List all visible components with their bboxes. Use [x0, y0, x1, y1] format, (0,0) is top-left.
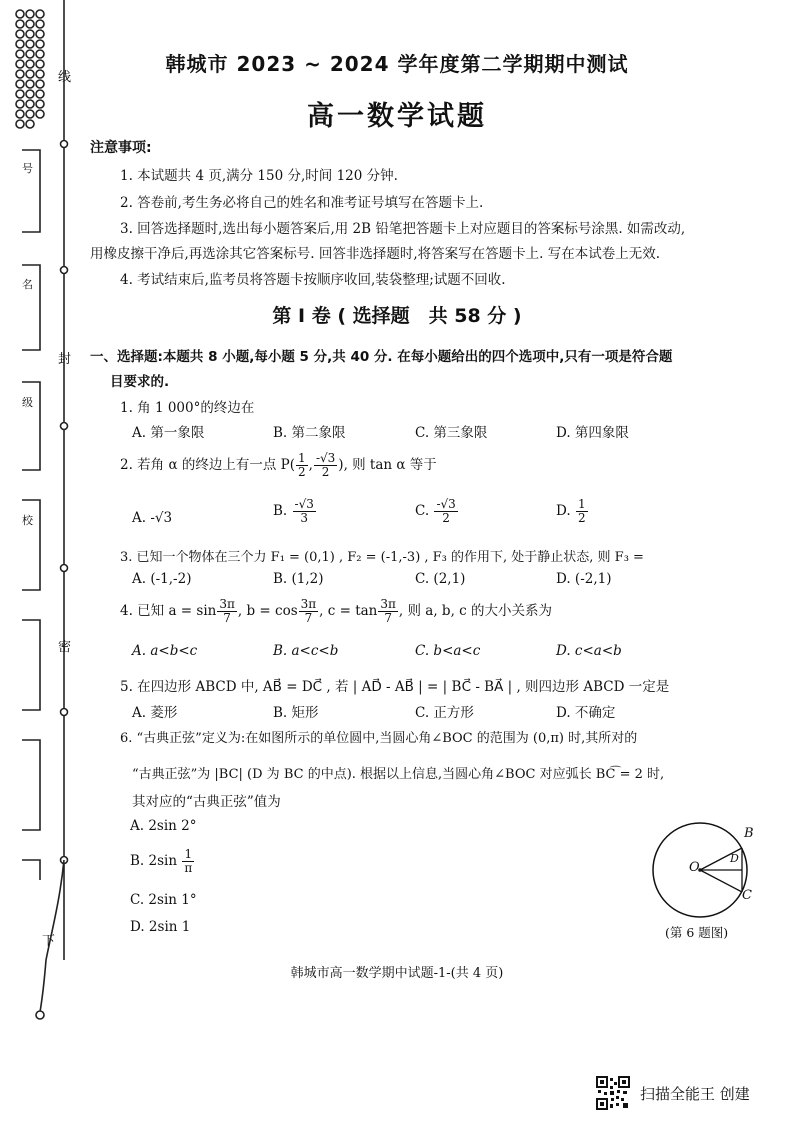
exam-subtitle: 高一数学试题 — [307, 101, 487, 132]
q3-option-c: C. (2,1) — [415, 571, 466, 587]
margin-box-label: 名 — [22, 278, 33, 291]
question-6-stem: 其对应的“古典正弦”值为 — [132, 794, 281, 810]
q2-py-fraction — [314, 452, 337, 479]
q2-option-d-fraction — [576, 498, 588, 525]
q2-option-c-fraction — [434, 498, 457, 525]
q2-option-c — [415, 498, 459, 525]
q6-option-b-num: 1 — [184, 847, 193, 861]
figure-label-b: B — [744, 826, 754, 841]
q4-num: 3π — [380, 597, 396, 611]
q2-px-den: 2 — [298, 465, 306, 480]
q4-option-d: D. c<a<b — [556, 643, 622, 659]
section-instruction: 一、选择题:本题共 8 小题,每小题 5 分,共 40 分. 在每小题给出的四个选项中,只有一项是符合题 — [90, 349, 673, 365]
q6-option-b-den: π — [184, 861, 193, 876]
q2-px-num: 1 — [298, 451, 306, 465]
unit-circle-figure — [645, 822, 760, 922]
q2-stem-text: ), 则 tan α 等于 — [338, 457, 437, 474]
q6-option-c: C. 2sin 1° — [130, 892, 197, 908]
q2-px-fraction — [296, 452, 308, 479]
note-item: 4. 考试结束后,监考员将答题卡按顺序收回,装袋整理;试题不回收. — [120, 272, 506, 288]
question-6-stem: 6. “古典正弦”定义为:在如图所示的单位圆中,当圆心角∠BOC 的范围为 (0,π) 时,其所对的 — [120, 731, 638, 746]
q2-option-d — [556, 498, 589, 525]
note-item: 3. 回答选择题时,选出每小题答案后,用 2B 铅笔把答题卡上对应题目的答案标号涂黑. 如需改动, — [120, 221, 686, 237]
q2-option-b — [273, 498, 317, 525]
q2-option-b-fraction — [293, 498, 316, 525]
q5-option-a: A. 菱形 — [132, 705, 178, 721]
note-item: 2. 答卷前,考生务必将自己的姓名和准考证号填写在答题卡上. — [120, 195, 484, 211]
notes-heading: 注意事项: — [90, 140, 152, 156]
question-5-stem: 5. 在四边形 ABCD 中, AB⃗ = DC⃗ , 若 | AD⃗ - AB⃗ | = | BC⃗ - BA⃗ | , 则四边形 ABCD 一定是 — [120, 679, 670, 695]
q2-option-c-den: 2 — [442, 511, 450, 526]
q4-text: 4. 已知 a = sin — [120, 603, 217, 620]
q1-option-a: A. 第一象限 — [132, 425, 205, 441]
exam-title: 韩城市 2023 ~ 2024 学年度第二学期期中测试 — [165, 52, 629, 76]
q6-option-d: D. 2sin 1 — [130, 919, 191, 935]
q2-option-b-num: -√3 — [294, 497, 314, 511]
margin-label-mi: 密 — [58, 640, 72, 655]
q1-option-d: D. 第四象限 — [556, 425, 629, 441]
margin-box-label: 级 — [22, 396, 33, 409]
question-1-stem: 1. 角 1 000°的终边在 — [120, 400, 255, 416]
q3-option-a: A. (-1,-2) — [132, 571, 192, 587]
margin-box-label: 校 — [22, 514, 33, 527]
margin-label-xia: 下 — [42, 934, 56, 949]
q4-num: 3π — [300, 597, 317, 611]
margin-box-label: 号 — [22, 162, 33, 175]
note-item: 用橡皮擦干净后,再选涂其它答案标号. 回答非选择题时,将答案写在答题卡上. 写在本试卷上无效. — [90, 246, 661, 262]
scanner-watermark: 扫描全能王 创建 — [640, 1085, 750, 1103]
q2-py-den: 2 — [321, 465, 330, 480]
figure-caption: (第 6 题图) — [665, 925, 729, 940]
q4-den: 7 — [223, 611, 231, 626]
q3-option-d: D. (-2,1) — [556, 571, 612, 587]
question-6-stem: “古典正弦”为 |BC| (D 为 BC 的中点). 根据以上信息,当圆心角∠BOC 对应弧长 BC͡ = 2 时, — [132, 767, 665, 782]
q5-option-d: D. 不确定 — [556, 705, 616, 721]
q6-option-b-label: B. 2sin — [130, 853, 178, 870]
section-title: 第 Ⅰ 卷 ( 选择题 共 58 分 ) — [272, 305, 522, 327]
question-2-stem — [120, 452, 437, 479]
q1-option-c: C. 第三象限 — [415, 425, 488, 441]
margin-label-xian: 线 — [58, 70, 72, 85]
q2-py-num: -√3 — [315, 451, 336, 465]
q4-text: , 则 a, b, c 的大小关系为 — [398, 603, 553, 620]
q4-option-a: A. a<b<c — [132, 643, 198, 659]
q2-comma: , — [308, 457, 313, 474]
q4-option-b: B. a<c<b — [273, 643, 339, 659]
q1-option-b: B. 第二象限 — [273, 425, 346, 441]
q2-option-d-num: 1 — [577, 497, 586, 511]
q4-text: , b = cos — [237, 603, 298, 620]
q4-option-c: C. b<a<c — [415, 643, 481, 659]
q4-fraction — [378, 598, 398, 625]
q5-option-c: C. 正方形 — [415, 705, 474, 721]
binding-margin — [0, 0, 80, 1124]
q2-option-c-label: C. — [415, 503, 430, 520]
question-4-stem — [120, 598, 552, 625]
q2-stem-text: 2. 若角 α 的终边上有一点 P( — [120, 457, 296, 474]
question-3-stem: 3. 已知一个物体在三个力 F₁ = (0,1) , F₂ = (-1,-3) , F₃ 的作用下, 处于静止状态, 则 F₃ = — [120, 550, 644, 565]
q2-option-b-label: B. — [273, 503, 288, 520]
q4-fraction — [217, 598, 237, 625]
margin-label-feng: 封 — [58, 352, 72, 367]
section-instruction: 目要求的. — [110, 374, 170, 390]
q4-fraction — [299, 598, 319, 625]
q6-option-a: A. 2sin 2° — [130, 818, 197, 834]
q6-option-b — [130, 848, 195, 875]
q2-option-d-label: D. — [556, 503, 571, 520]
radius-oc — [700, 870, 742, 892]
q4-num: 3π — [219, 597, 235, 611]
page-footer: 韩城市高一数学期中试题-1-(共 4 页) — [290, 966, 504, 981]
figure-label-d: D — [730, 852, 739, 865]
q4-den: 7 — [384, 611, 392, 626]
figure-label-c: C — [742, 888, 752, 903]
qr-code-icon — [596, 1076, 630, 1110]
q2-option-d-den: 2 — [577, 511, 586, 526]
q3-option-b: B. (1,2) — [273, 571, 324, 587]
q2-option-b-den: 3 — [300, 511, 308, 526]
q2-option-a: A. -√3 — [132, 510, 173, 526]
q4-den: 7 — [304, 611, 313, 626]
q6-option-b-fraction — [182, 848, 194, 875]
q4-text: , c = tan — [319, 603, 378, 620]
q5-option-b: B. 矩形 — [273, 705, 319, 721]
q2-option-c-num: -√3 — [436, 497, 456, 511]
figure-label-o: O — [689, 860, 700, 875]
note-item: 1. 本试题共 4 页,满分 150 分,时间 120 分钟. — [120, 168, 398, 184]
